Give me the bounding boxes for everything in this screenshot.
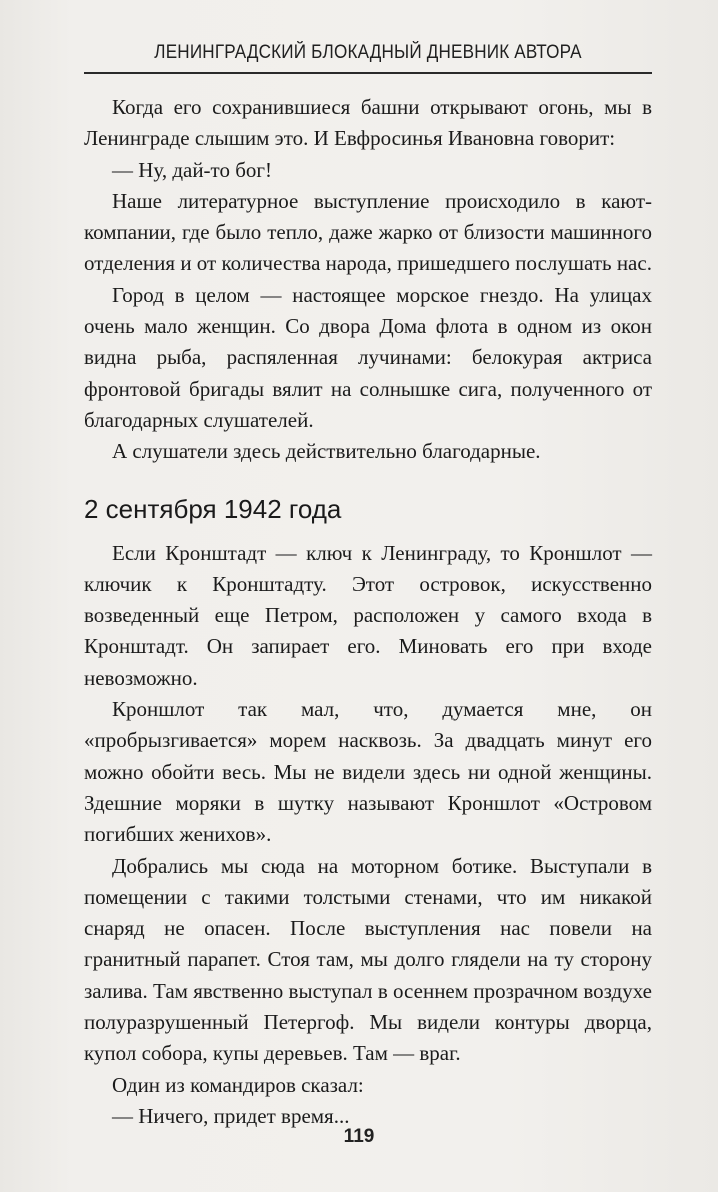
paragraph: — Ничего, придет время... [112,1103,350,1128]
running-title: ЛЕНИНГРАДСКИЙ БЛОКАДНЫЙ ДНЕВНИК АВТОРА [154,42,582,63]
paragraph: — Ну, дай-то бог! [112,157,272,182]
paragraph: Если Кронштадт — ключ к Ленинграду, то Кроншлот — ключик к Кронштадту. Этот островок, искусственно возведенный еще Петром, расположен у самого входа в Кронштадт. Он запирает его. Миновать его при входе невозможно. [84,540,652,690]
paragraph: Когда его сохранившиеся башни открывают огонь, мы в Ленинграде слышим это. И Евфросинья Ивановна говорит: [84,95,652,151]
paragraph: А слушатели здесь действительно благодарные. [112,439,541,464]
header-rule [84,72,652,74]
paragraph: Добрались мы сюда на моторном ботике. Выступали в помещении с такими толстыми стенами, что им никакой снаряд не опасен. После выступления нас повели на гранитный парапет. Стоя там, мы долго глядели на ту сторону залива. Там явственно выступал в осеннем прозрачном воздухе полуразрушенный Петергоф. Мы видели контуры дворца, купол собора, купы деревьев. Там — враг. [84,853,652,1066]
paragraph: Один из командиров сказал: [112,1072,364,1097]
paragraph: Кроншлот так мал, что, думается мне, он «пробрызгивается» морем насквозь. За двадцать минут его можно обойти весь. Мы не видели здесь ни одной женщины. Здешние моряки в шутку называют Кроншлот «Островом погибших женихов». [84,697,652,847]
date-heading: 2 сентября 1942 года [84,493,342,524]
paragraph: Наше литературное выступление происходило в кают-компании, где было тепло, даже жарко от близости машинного отделения и от количества народа, пришедшего послушать нас. [84,188,652,276]
body-text [84,92,652,1132]
page-number: 119 [343,1126,375,1147]
paragraph: Город в целом — настоящее морское гнездо. На улицах очень мало женщин. Со двора Дома флота в одном из окон видна рыба, распяленная лучинами: белокурая актриса фронтовой бригады вялит на солнышке сига, полученного от благодарных слушателей. [84,282,652,432]
